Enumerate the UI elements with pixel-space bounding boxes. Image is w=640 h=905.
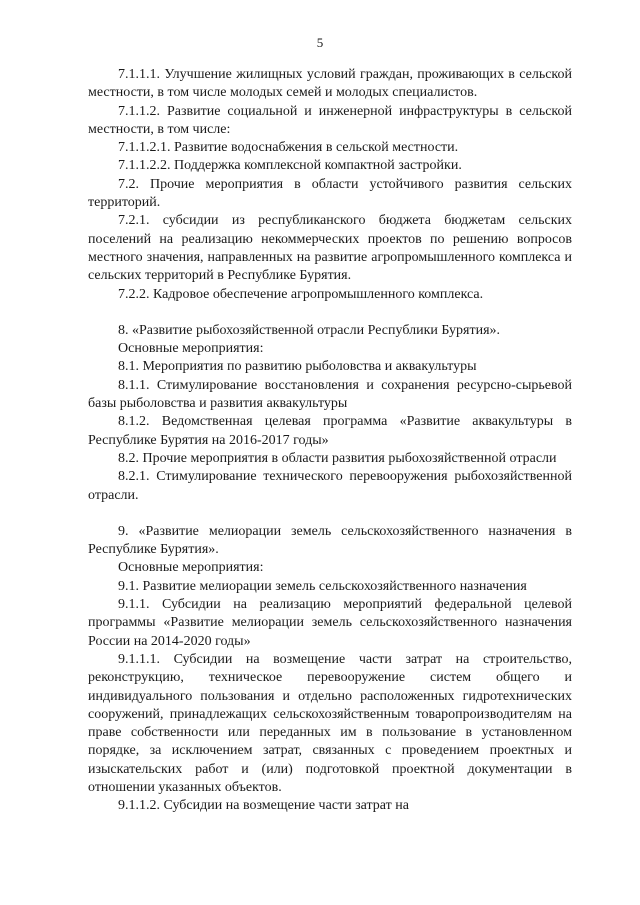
paragraph: 7.2.2. Кадровое обеспечение агропромышленного комплекса. [118,286,484,302]
document-body [88,66,572,816]
paragraph: 7.1.1.1. Улучшение жилищных условий граждан, проживающих в сельской местности, в том числе молодых семей и молодых специалистов. [88,67,572,101]
section-gap [88,304,572,322]
paragraph: 8.1.1. Стимулирование восстановления и сохранения ресурсно-сырьевой базы рыболовства и развития аквакультуры [88,377,572,412]
paragraph: 7.2. Прочие мероприятия в области устойчивого развития сельских территорий. [88,176,572,211]
paragraph: Основные мероприятия: [118,560,264,576]
paragraph: 7.1.1.2.2. Поддержка комплексной компактной застройки. [118,158,462,174]
section-gap [88,505,572,523]
paragraph: 7.2.1. субсидии из республиканского бюджета бюджетам сельских поселений на реализацию некоммерческих проектов по решению вопросов местного значения, направленных на развитие агропромышленного комплекса и сельских территорий в Республике Бурятия. [88,213,572,284]
paragraph: 8.2.1. Стимулирование технического перевооружения рыбохозяйственной отрасли. [88,469,572,503]
paragraph: Основные мероприятия: [118,341,264,357]
paragraph: 8.1.2. Ведомственная целевая программа «Развитие аквакультуры в Республике Бурятия на 2016-2017 годы» [88,414,572,448]
paragraph: 9.1.1.1. Субсидии на возмещение части затрат на строительство, реконструкцию, техническое перевооружение систем общего и индивидуального пользования и отдельно расположенных гидротехнических сооружений, принадлежащих сельскохозяйственным товаропроизводителям на праве собственности или переданных им в пользование в установленном порядке, за исключением затрат, связанных с проведением проектных и изыскательских работ и (или) подготовкой проектной документации в отношении указанных объектов. [88,651,572,795]
section-heading: 9. «Развитие мелиорации земель сельскохозяйственного назначения в Республике Бурятия». [88,523,572,558]
paragraph: 9.1. Развитие мелиорации земель сельскохозяйственного назначения [118,578,527,594]
paragraph: 7.1.1.2. Развитие социальной и инженерной инфраструктуры в сельской местности, в том числе: [88,103,572,137]
section-heading: 8. «Развитие рыбохозяйственной отрасли Республики Бурятия». [118,322,501,338]
paragraph: 8.1. Мероприятия по развитию рыболовства и аквакультуры [118,359,477,375]
paragraph: 9.1.1.2. Субсидии на возмещение части затрат на [118,798,409,814]
paragraph: 7.1.1.2.1. Развитие водоснабжения в сельской местности. [118,140,459,156]
paragraph: 8.2. Прочие мероприятия в области развития рыбохозяйственной отрасли [118,450,557,466]
paragraph: 9.1.1. Субсидии на реализацию мероприятий федеральной целевой программы «Развитие мелиорации земель сельскохозяйственного назначения России на 2014-2020 годы» [88,597,572,649]
page-number: 5 [316,35,324,50]
